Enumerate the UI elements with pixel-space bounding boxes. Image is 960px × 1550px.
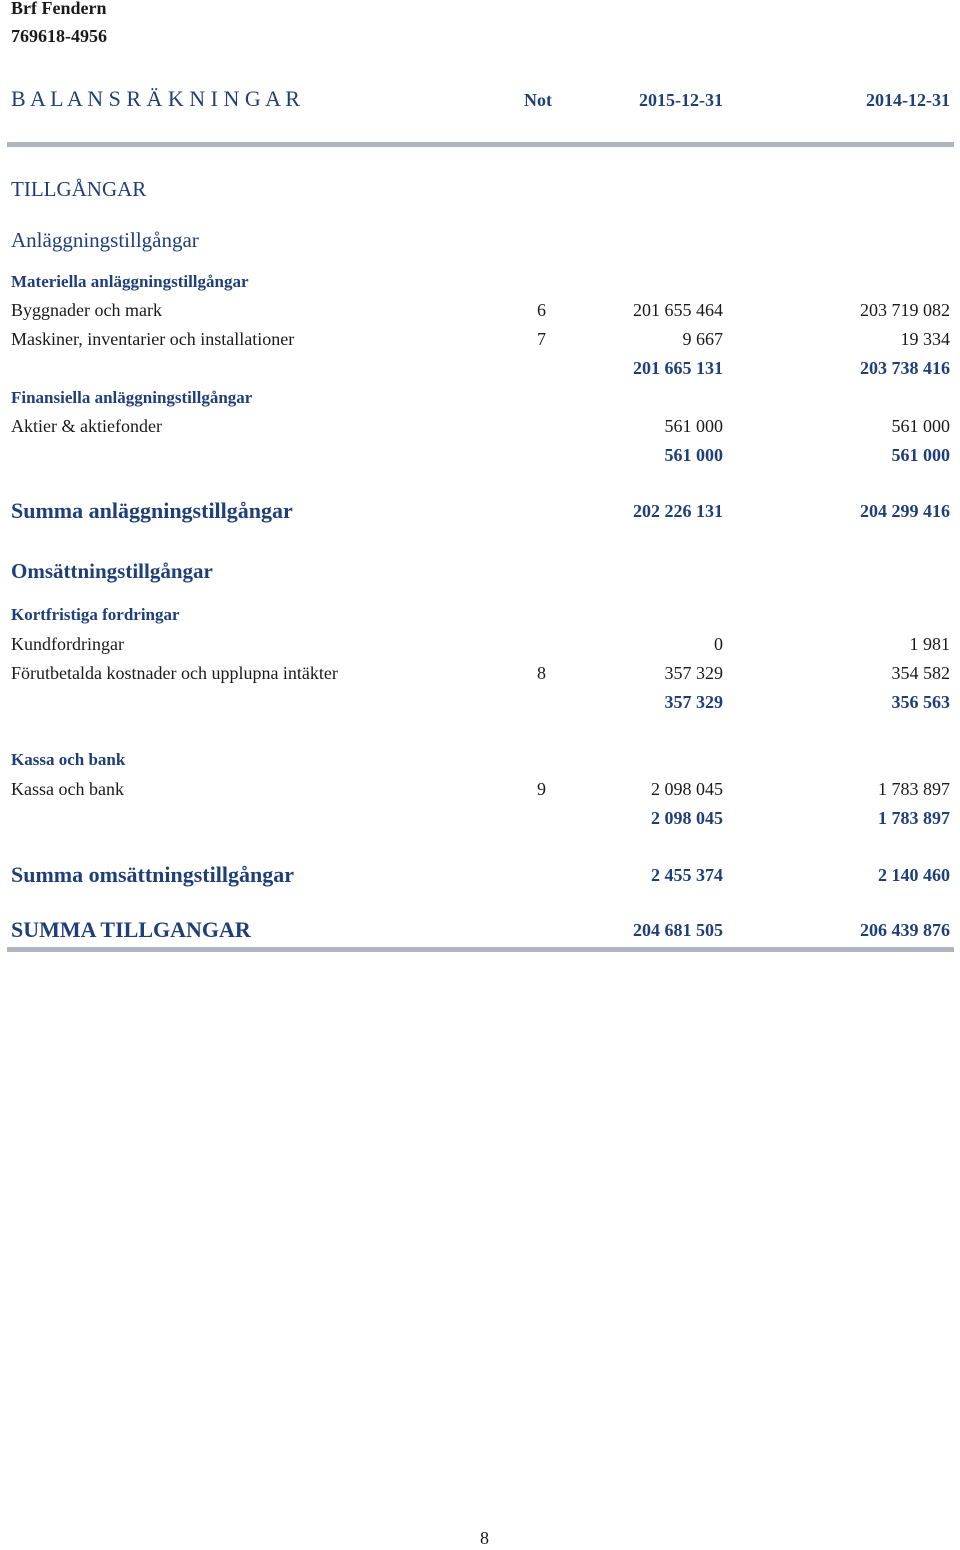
footer-divider — [7, 947, 954, 952]
total-label-omsattning: Summa omsättningstillgångar — [11, 862, 294, 887]
row-year1-kundfordringar: 0 — [714, 634, 723, 654]
total-year2-anlaggning: 204 299 416 — [860, 501, 950, 521]
total-year1-omsattning: 2 455 374 — [651, 865, 723, 885]
section-heading-omsattning: Omsättningstillgångar — [11, 559, 213, 583]
subtotal-year2-materiella: 203 738 416 — [860, 358, 950, 378]
row-year1-kassa: 2 098 045 — [651, 779, 723, 799]
org-number: 769618-4956 — [11, 26, 107, 46]
subtotal-year2-kortfristiga: 356 563 — [891, 692, 950, 712]
row-year2-maskiner: 19 334 — [900, 329, 950, 349]
row-year1-forutbetalda: 357 329 — [664, 663, 723, 683]
page-title: B A L A N S R Ä K N I N G A R — [11, 86, 300, 111]
total-label-anlaggning: Summa anläggningstillgångar — [11, 498, 293, 523]
total-year1-anlaggning: 202 226 131 — [633, 501, 723, 521]
header-divider — [7, 142, 954, 147]
row-not-maskiner: 7 — [537, 329, 546, 349]
grand-total-label: SUMMA TILLGANGAR — [11, 917, 251, 942]
total-year2-omsattning: 2 140 460 — [878, 865, 950, 885]
subtotal-year1-materiella: 201 665 131 — [633, 358, 723, 378]
row-year1-byggnader: 201 655 464 — [633, 300, 723, 320]
subsection-heading-materiella: Materiella anläggningstillgångar — [11, 272, 249, 291]
column-header-year1: 2015-12-31 — [639, 90, 723, 110]
subtotal-year2-finansiella: 561 000 — [891, 445, 950, 465]
page-number: 8 — [480, 1528, 489, 1548]
row-year2-aktier: 561 000 — [891, 416, 950, 436]
row-not-forutbetalda: 8 — [537, 663, 546, 683]
row-year2-kundfordringar: 1 981 — [909, 634, 950, 654]
row-label-aktier: Aktier & aktiefonder — [11, 416, 162, 436]
subtotal-year1-kortfristiga: 357 329 — [664, 692, 723, 712]
row-label-byggnader: Byggnader och mark — [11, 300, 162, 320]
row-year2-byggnader: 203 719 082 — [860, 300, 950, 320]
row-label-kassa: Kassa och bank — [11, 779, 124, 799]
grand-total-year1: 204 681 505 — [633, 920, 723, 940]
section-heading-anlaggning: Anläggningstillgångar — [11, 228, 199, 252]
subtotal-year2-kassa: 1 783 897 — [878, 808, 950, 828]
subsection-heading-kortfristiga: Kortfristiga fordringar — [11, 605, 180, 624]
row-label-forutbetalda: Förutbetalda kostnader och upplupna intäkter — [11, 663, 338, 683]
row-not-byggnader: 6 — [537, 300, 546, 320]
column-header-not: Not — [524, 90, 552, 110]
subsection-heading-finansiella: Finansiella anläggningstillgångar — [11, 388, 253, 407]
row-year1-aktier: 561 000 — [664, 416, 723, 436]
subsection-heading-kassa: Kassa och bank — [11, 750, 126, 769]
subtotal-year1-kassa: 2 098 045 — [651, 808, 723, 828]
company-name: Brf Fendern — [11, 0, 107, 18]
row-year2-kassa: 1 783 897 — [878, 779, 950, 799]
row-label-kundfordringar: Kundfordringar — [11, 634, 124, 654]
row-year2-forutbetalda: 354 582 — [891, 663, 950, 683]
column-header-year2: 2014-12-31 — [866, 90, 950, 110]
grand-total-year2: 206 439 876 — [860, 920, 950, 940]
row-label-maskiner: Maskiner, inventarier och installationer — [11, 329, 295, 349]
row-year1-maskiner: 9 667 — [682, 329, 723, 349]
section-heading-tillgangar: TILLGÅNGAR — [11, 177, 147, 201]
row-not-kassa: 9 — [537, 779, 546, 799]
subtotal-year1-finansiella: 561 000 — [664, 445, 723, 465]
